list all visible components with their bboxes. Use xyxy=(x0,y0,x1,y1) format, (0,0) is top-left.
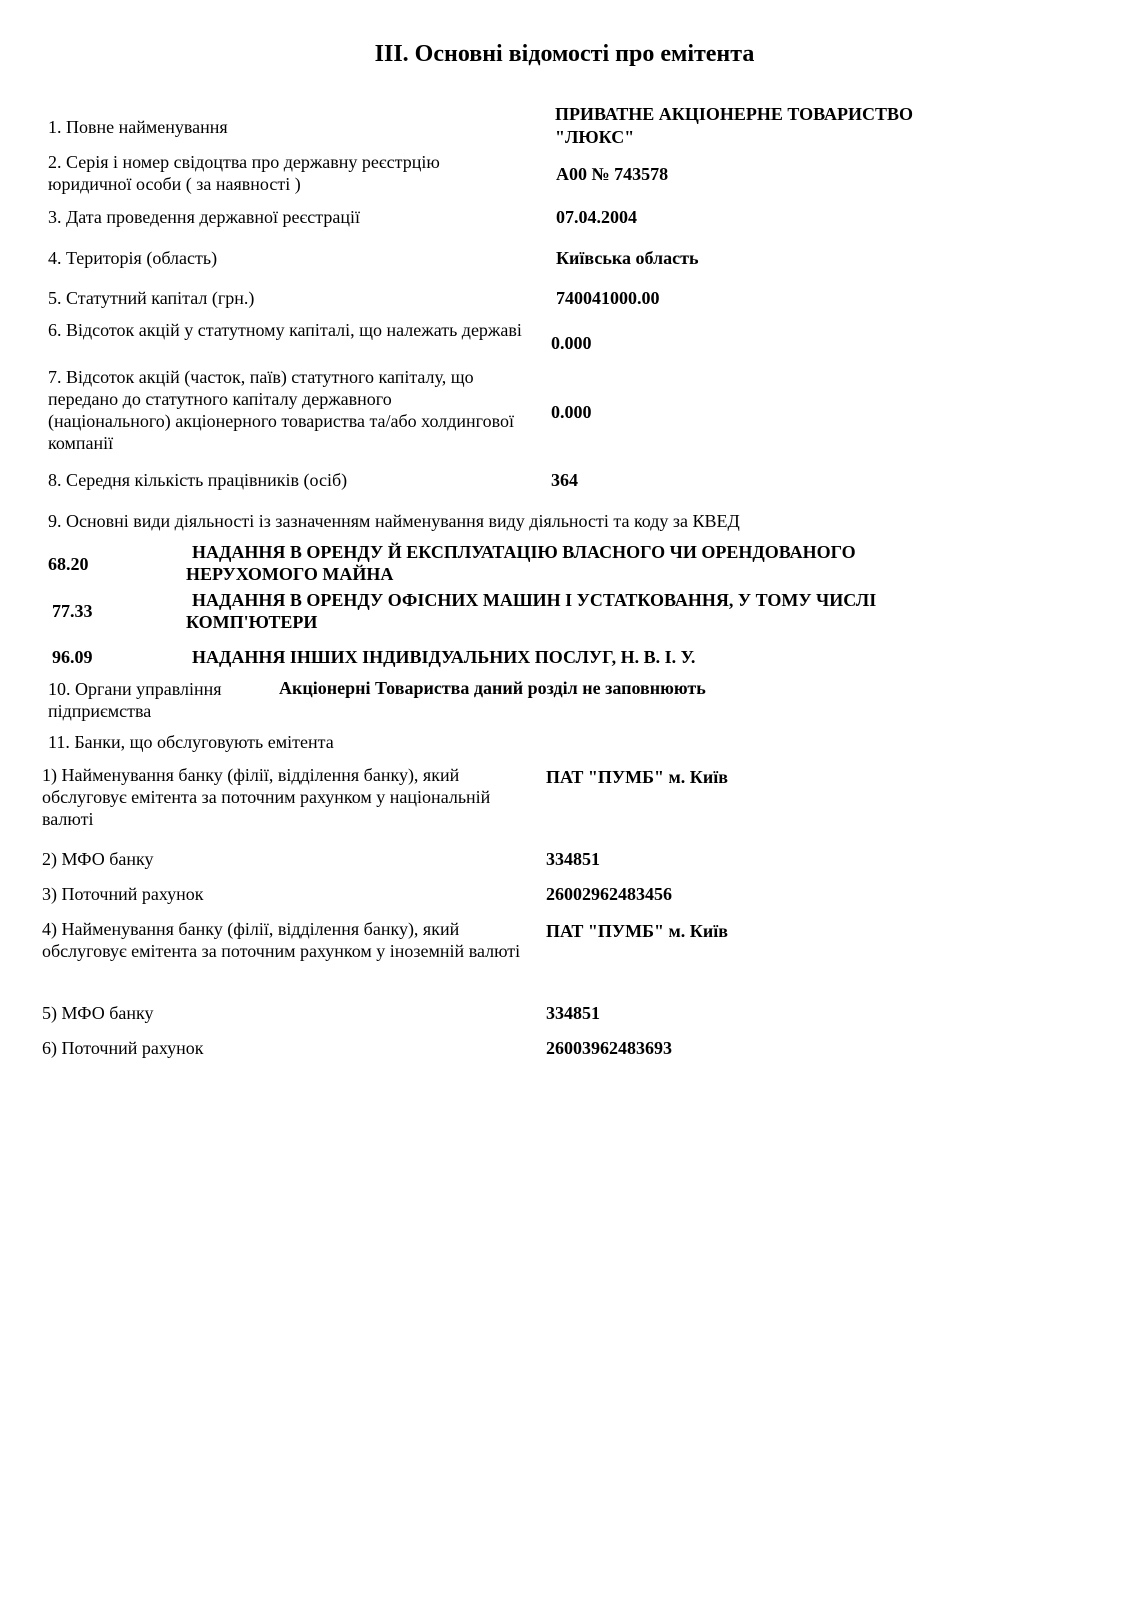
field-value-territory: Київська область xyxy=(556,248,699,268)
field-value-authorized-capital: 740041000.00 xyxy=(556,288,660,308)
bank-account-value: 26003962483693 xyxy=(546,1038,672,1058)
kved-code: 96.09 xyxy=(52,647,93,667)
bank-name-label: 4) Найменування банку (філії, відділення банку), який обслуговує емітента за поточним рахунком у іноземній валюті xyxy=(42,919,521,961)
bank-name-value: ПАТ "ПУМБ" м. Київ xyxy=(546,921,728,941)
field-label-authorized-capital: 5. Статутний капітал (грн.) xyxy=(48,288,255,308)
kved-code: 68.20 xyxy=(48,554,89,574)
page-title: ІІІ. Основні відомості про емітента xyxy=(374,41,755,67)
field-value-registration-cert: А00 № 743578 xyxy=(556,164,669,184)
field-label-state-share: 6. Відсоток акцій у статутному капіталі, що належать державі xyxy=(48,320,522,340)
field-label-territory: 4. Територія (область) xyxy=(48,248,218,268)
field-label-employees: 8. Середня кількість працівників (осіб) xyxy=(48,470,348,490)
bank-account-label: 3) Поточний рахунок xyxy=(42,884,204,904)
bank-mfo-value: 334851 xyxy=(546,1003,600,1023)
field-value-employees: 364 xyxy=(551,470,578,490)
field-value-holding-share: 0.000 xyxy=(551,402,592,422)
kved-name: НАДАННЯ ІНШИХ ІНДИВІДУАЛЬНИХ ПОСЛУГ, Н. В. І. У. xyxy=(192,647,696,667)
bank-account-label: 6) Поточний рахунок xyxy=(42,1038,204,1058)
field-value-full-name: ПРИВАТНЕ АКЦІОНЕРНЕ ТОВАРИСТВО "ЛЮКС" xyxy=(555,104,914,147)
bank-name-label: 1) Найменування банку (філії, відділення банку), який обслуговує емітента за поточним рахунком у національній валюті xyxy=(42,765,491,829)
field-label-registration-date: 3. Дата проведення державної реєстрації xyxy=(48,207,360,227)
field-label-full-name: 1. Повне найменування xyxy=(48,117,228,137)
kved-header: 9. Основні види діяльності із зазначенням найменування виду діяльності та коду за КВЕД xyxy=(48,511,740,531)
field-label-registration-cert: 2. Серія і номер свідоцтва про державну реєстрцію юридичної особи ( за наявності ) xyxy=(48,152,440,194)
bank-mfo-label: 5) МФО банку xyxy=(42,1003,154,1023)
bank-mfo-value: 334851 xyxy=(546,849,600,869)
bank-name-value: ПАТ "ПУМБ" м. Київ xyxy=(546,767,728,787)
management-value: Акціонерні Товариства даний розділ не заповнюють xyxy=(279,678,706,698)
bank-mfo-label: 2) МФО банку xyxy=(42,849,154,869)
bank-account-value: 26002962483456 xyxy=(546,884,672,904)
banks-header: 11. Банки, що обслуговують емітента xyxy=(48,732,334,752)
kved-code: 77.33 xyxy=(52,601,93,621)
field-label-holding-share: 7. Відсоток акцій (часток, паїв) статутного капіталу, що передано до статутного капіталу державного (національного) акціонерного товариства та/або холдингової компанії xyxy=(48,367,514,453)
management-label: 10. Органи управління підприємства xyxy=(48,679,222,721)
field-value-state-share: 0.000 xyxy=(551,333,592,353)
kved-name: НАДАННЯ В ОРЕНДУ Й ЕКСПЛУАТАЦІЮ ВЛАСНОГО ЧИ ОРЕНДОВАНОГО НЕРУХОМОГО МАЙНА xyxy=(186,542,856,584)
kved-name: НАДАННЯ В ОРЕНДУ ОФІСНИХ МАШИН І УСТАТКОВАННЯ, У ТОМУ ЧИСЛІ КОМП'ЮТЕРИ xyxy=(186,590,877,632)
field-value-registration-date: 07.04.2004 xyxy=(556,207,637,227)
